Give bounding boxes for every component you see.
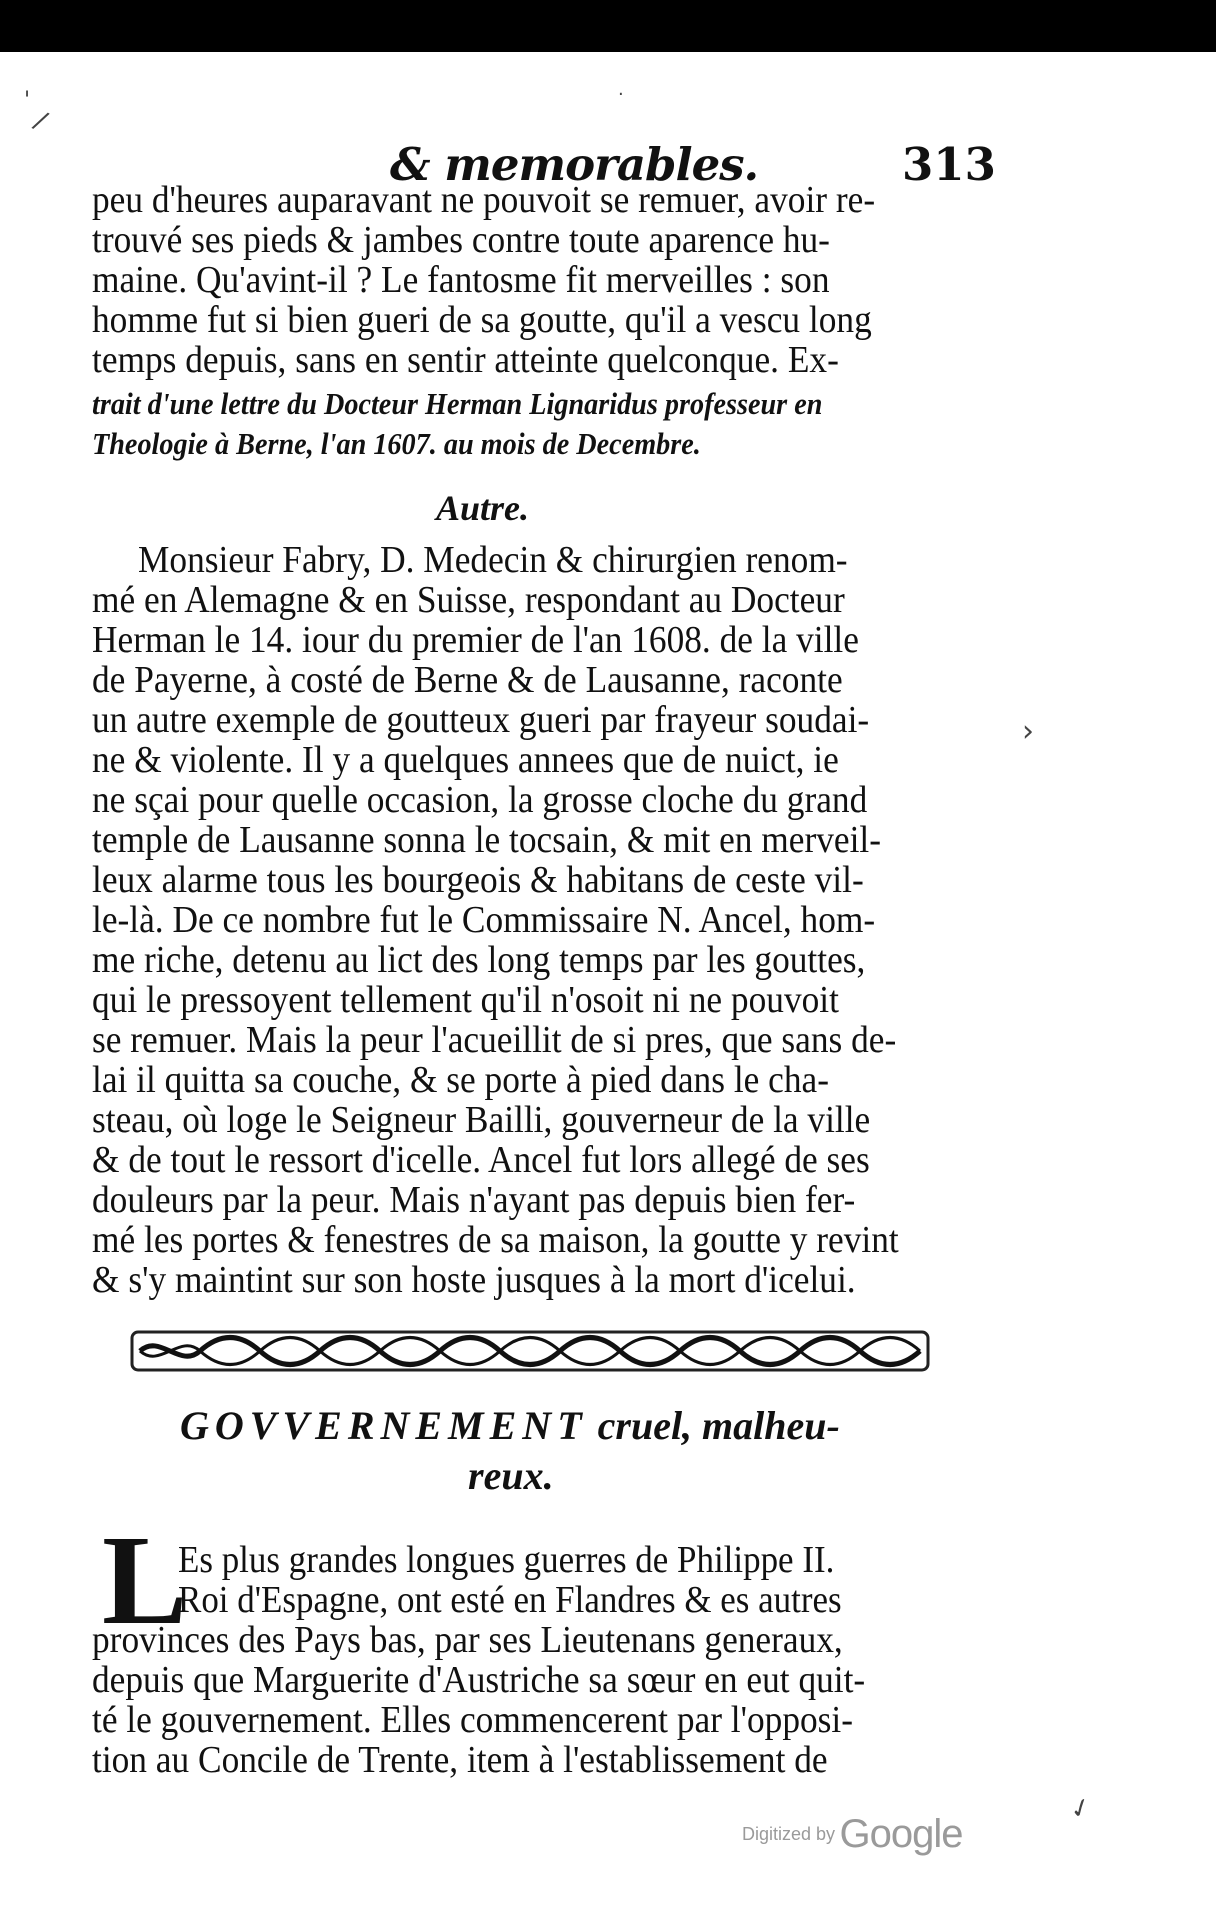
text-line: ne sçai pour quelle occasion, la grosse cloche du grand: [92, 779, 868, 821]
scan-speck: /: [29, 105, 52, 137]
citation-line: trait d'une lettre du Docteur Herman Lignaridus professeur en: [92, 386, 823, 421]
decorative-ornament-band: [130, 1328, 930, 1374]
running-title: & memorables.: [390, 138, 759, 191]
text-line: leux alarme tous les bourgeois & habitans de ceste vil-: [92, 859, 864, 901]
text-line: qui le pressoyent tellement qu'il n'osoit ni ne pouvoit: [92, 979, 839, 1021]
text-line: le-là. De ce nombre fut le Commissaire N. Ancel, hom-: [92, 899, 876, 941]
citation-line: Theologie à Berne, l'an 1607. au mois de Decembre.: [92, 426, 701, 461]
scan-speck: ·: [618, 84, 624, 105]
text-line: mé les portes & fenestres de sa maison, la goutte y revint: [92, 1219, 899, 1261]
text-line: tion au Concile de Trente, item à l'establissement de: [92, 1739, 828, 1781]
text-line: mé en Alemagne & en Suisse, respondant au Docteur: [92, 579, 845, 621]
text-line: provinces des Pays bas, par ses Lieutenans generaux,: [92, 1619, 843, 1661]
text-line: & de tout le ressort d'icelle. Ancel fut lors allegé de ses: [92, 1139, 870, 1181]
text-line: depuis que Marguerite d'Austriche sa sœur en eut quit-: [92, 1659, 866, 1701]
text-line: lai il quitta sa couche, & se porte à pied dans le cha-: [92, 1059, 829, 1101]
subheading: Autre.: [436, 488, 530, 528]
drop-capital: L: [102, 1509, 188, 1651]
text-line: temple de Lausanne sonna le tocsain, & mit en merveil-: [92, 819, 882, 861]
digitized-watermark: [742, 1812, 962, 1857]
scan-speck: ': [24, 88, 31, 113]
text-line: de Payerne, à costé de Berne & de Lausanne, raconte: [92, 659, 843, 701]
text-line: se remuer. Mais la peur l'acueillit de si pres, que sans de-: [92, 1019, 897, 1061]
text-line: me riche, detenu au lict des long temps par les gouttes,: [92, 939, 866, 981]
text-line: ne & violente. Il y a quelques annees que de nuict, ie: [92, 739, 839, 781]
text-line: & s'y maintint sur son hoste jusques à la mort d'icelui.: [92, 1259, 856, 1301]
text-line: peu d'heures auparavant ne pouvoit se remuer, avoir re-: [92, 179, 876, 221]
google-logo: Google: [839, 1812, 963, 1856]
section-title-rest: cruel, malheu-: [597, 1403, 840, 1448]
text-line: Es plus grandes longues guerres de Philippe II.: [178, 1539, 835, 1581]
text-line: Herman le 14. iour du premier de l'an 1608. de la ville: [92, 619, 859, 661]
section-title-continuation: reux.: [468, 1453, 554, 1498]
text-line: Roi d'Espagne, ont esté en Flandres & es autres: [178, 1579, 842, 1621]
section-title-caps: GOVVERNEMENT: [180, 1403, 588, 1448]
scan-speck: ✓: [1065, 1791, 1097, 1827]
text-line: Monsieur Fabry, D. Medecin & chirurgien renom-: [138, 539, 848, 581]
scan-speck: ›: [1022, 714, 1034, 749]
text-line: maine. Qu'avint-il ? Le fantosme fit merveilles : son: [92, 259, 830, 301]
text-line: homme fut si bien gueri de sa goutte, qu'il a vescu long: [92, 299, 872, 341]
section-title: [180, 1402, 840, 1449]
scan-top-border: [0, 0, 1216, 52]
text-line: temps depuis, sans en sentir atteinte quelconque. Ex-: [92, 339, 839, 381]
text-line: douleurs par la peur. Mais n'ayant pas depuis bien fer-: [92, 1179, 856, 1221]
watermark-prefix: Digitized by: [742, 1824, 836, 1844]
page-number: 313: [902, 138, 996, 191]
text-line: trouvé ses pieds & jambes contre toute aparence hu-: [92, 219, 830, 261]
text-line: steau, où loge le Seigneur Bailli, gouverneur de la ville: [92, 1099, 871, 1141]
text-line: un autre exemple de goutteux gueri par frayeur soudai-: [92, 699, 870, 741]
text-line: té le gouvernement. Elles commencerent par l'opposi-: [92, 1699, 854, 1741]
